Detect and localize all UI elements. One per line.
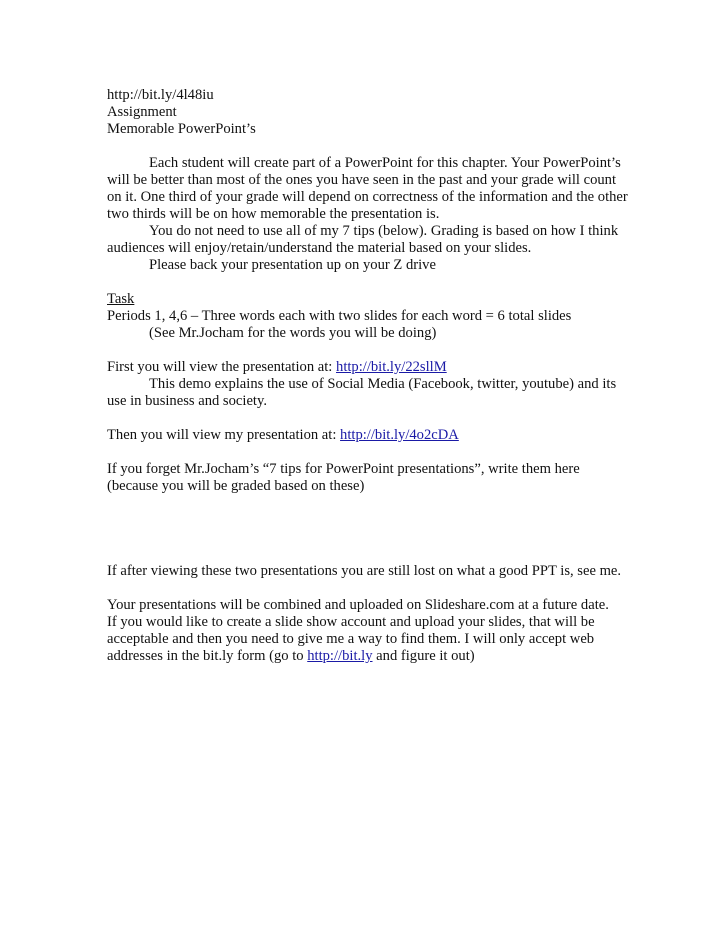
intro-line-6: audiences will enjoy/retain/understand the material based on your slides.: [107, 240, 532, 256]
then-presentation-link[interactable]: http://bit.ly/4o2cDA: [340, 427, 459, 443]
document-title: Memorable PowerPoint’s: [107, 121, 256, 137]
first-presentation-link[interactable]: http://bit.ly/22sllM: [336, 359, 447, 375]
intro-line-2: will be better than most of the ones you have seen in the past and your grade will count: [107, 172, 617, 188]
spacer: [107, 444, 627, 461]
then-prefix: Then you will view my presentation at:: [107, 427, 341, 443]
first-line-3: use in business and society.: [107, 393, 267, 409]
header-url: http://bit.ly/4l48iu: [107, 87, 214, 103]
spacer: [107, 410, 627, 427]
combined-line-1: Your presentations will be combined and uploaded on Slideshare.com at a future date.: [107, 597, 609, 613]
task-heading: Task: [107, 291, 135, 307]
combined-line-2: If you would like to create a slide show account and upload your slides, that will be: [107, 614, 595, 630]
spacer: [107, 274, 627, 291]
first-prefix: First you will view the presentation at:: [107, 359, 337, 375]
header-label: Assignment: [107, 104, 177, 120]
task-line-2: (See Mr.Jocham for the words you will be doing): [149, 325, 437, 341]
intro-line-4: two thirds will be on how memorable the presentation is.: [107, 206, 440, 222]
tips-writing-space: [107, 495, 627, 546]
combined-suffix: and figure it out): [372, 648, 475, 664]
first-presentation-line: [107, 359, 627, 376]
spacer: [107, 546, 627, 563]
then-presentation-line: [107, 427, 627, 444]
spacer: [107, 138, 627, 155]
spacer: [107, 580, 627, 597]
intro-line-1: Each student will create part of a PowerPoint for this chapter. Your PowerPoint’s: [149, 155, 621, 171]
spacer: [107, 342, 627, 359]
combined-prefix: addresses in the bit.ly form (go to: [107, 648, 308, 664]
document-body: [107, 87, 627, 665]
combined-line-4: [107, 648, 627, 665]
forget-line-1: If you forget Mr.Jocham’s “7 tips for PowerPoint presentations”, write them here: [107, 461, 580, 477]
task-line-1: Periods 1, 4,6 – Three words each with two slides for each word = 6 total slides: [107, 308, 572, 324]
bitly-link[interactable]: http://bit.ly: [307, 648, 373, 664]
first-line-2: This demo explains the use of Social Media (Facebook, twitter, youtube) and its: [149, 376, 617, 392]
intro-line-7: Please back your presentation up on your Z drive: [149, 257, 436, 273]
combined-line-3: acceptable and then you need to give me a way to find them. I will only accept web: [107, 631, 595, 647]
forget-line-2: (because you will be graded based on these): [107, 478, 365, 494]
intro-line-5: You do not need to use all of my 7 tips (below). Grading is based on how I think: [149, 223, 619, 239]
lost-line: If after viewing these two presentations you are still lost on what a good PPT is, see me.: [107, 563, 622, 579]
intro-line-3: on it. One third of your grade will depend on correctness of the information and the other: [107, 189, 628, 205]
